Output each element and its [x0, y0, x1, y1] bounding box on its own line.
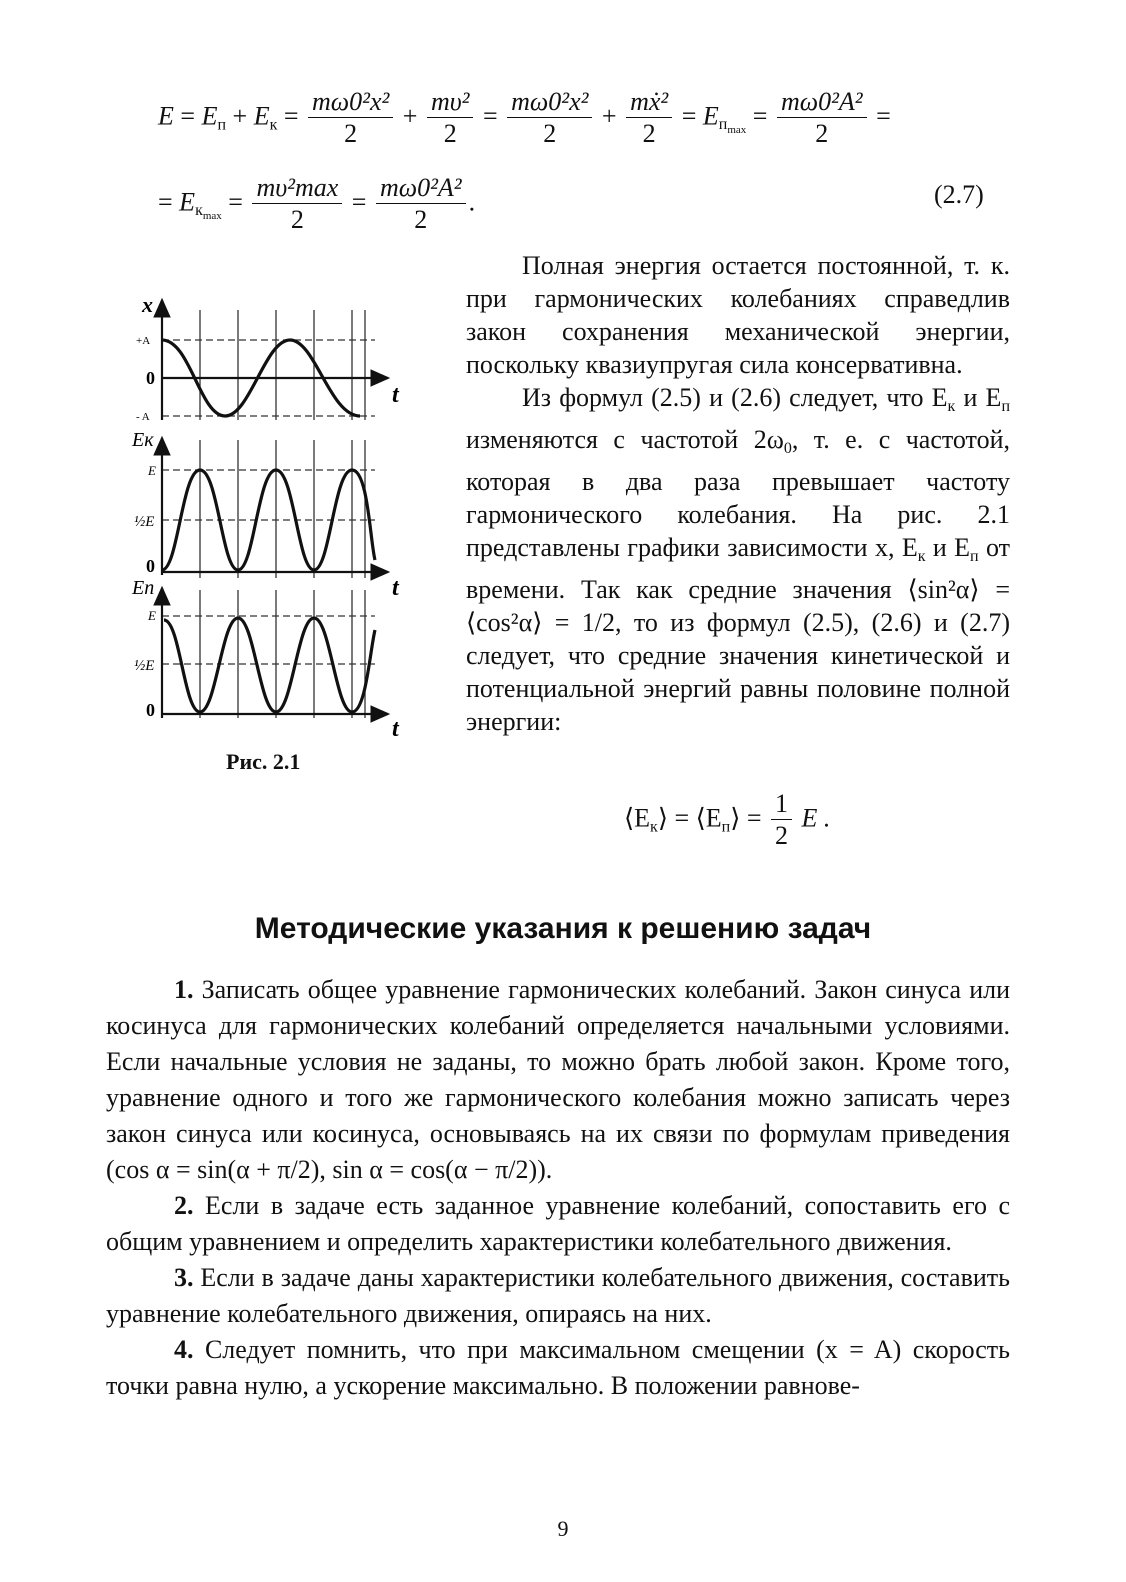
graph-ep-top-label: E	[148, 608, 156, 623]
graph-ek-zero-label: 0	[146, 556, 155, 576]
average-energy-equation: $⟨E_к⟩$ = $⟨E_п⟩$ = $\frac{1}{2}$ E .	[624, 788, 830, 853]
equation-line-1: $E = E_п + E_к$ = $\frac{\text{mω0²x²}}{2}$ + $\frac{\text{mυ²}}{2}$ = $\frac{\text{mω0²x²}}{2}$ + $\frac{\text{mẋ²}}{2}$ = $E_{п_{max}}$ = $\frac{\text{mω0²A²}}{2}$ =	[158, 86, 891, 151]
fraction: $\frac{1}{2}$	[771, 788, 792, 853]
graph-ep-zero-label: 0	[146, 700, 155, 720]
graph-ep-t-label: t	[392, 716, 399, 740]
fraction: $\frac{\text{mω0²x²}}{2}$	[507, 86, 592, 151]
graph-ep-axis-label: Eп	[132, 577, 155, 599]
graph-x-plus-label: +A	[136, 335, 151, 347]
equation-number: (2.7)	[934, 180, 984, 209]
fraction: $\frac{\text{mυ²max}}{2}$	[252, 172, 342, 237]
step-item: 4. Следует помнить, что при максимальном смещении (x = A) скорость точки равна нулю, а ускорение максимально. В положении равнове-	[106, 1335, 1010, 1400]
graph-ep	[131, 577, 400, 740]
fraction: $\frac{\text{mẋ²}}{2}$	[626, 86, 672, 151]
graph-x-minus-label: - A	[136, 411, 150, 423]
step-item: 2. Если в задаче есть заданное уравнение колебаний, сопоставить его с общим уравнением и определить характеристики колебательного движения.	[106, 1191, 1010, 1256]
equation-line-2: = $E_{к_{max}}$ = $\frac{\text{mυ²max}}{2}$ = $\frac{\text{mω0²A²}}{2}$ .	[158, 172, 475, 237]
step-item: 1. Записать общее уравнение гармонических колебаний. Закон синуса или косинуса для гармонических колебаний определяется начальными условиями. Если начальные условия не заданы, то можно брать любой закон. Кроме того, уравнение одного и того же гармонического колебания можно записать через закон синуса или косинуса, основываясь на их связи по формулам приведения (cos α = sin(α + π/2), sin α = cos(α − π/2)).	[106, 975, 1010, 1184]
figure-2-1	[120, 290, 420, 745]
figure-caption: Рис. 2.1	[226, 749, 301, 774]
fraction: $\frac{\text{mω0²x²}}{2}$	[308, 86, 393, 151]
graph-ek-half-label: ½E	[134, 514, 155, 530]
section-title: Методические указания к решению задач	[254, 912, 872, 945]
graph-ek	[131, 429, 400, 601]
right-column-text	[466, 249, 1010, 738]
page-number: 9	[557, 1516, 569, 1541]
paragraph-frequency: Из формул (2.5) и (2.6) следует, что $E_к$ и $E_п$ изменяются с частотой $2\omega_0$, т. е. с частотой, которая в два раза превышает частоту гармонического колебания. На рис. 2.1 представлены графики зависимости x, $E_к$ и $E_п$ от времени. Так как средние значения ⟨sin²α⟩ = ⟨cos²α⟩ = 1/2, то из формул (2.5), (2.6) и (2.7) следует, что средние значения кинетической и потенциальной энергий равны половине полной энергии:	[466, 383, 1011, 736]
graph-ek-axis-label: Eк	[132, 429, 154, 451]
oscillation-graphs	[120, 290, 420, 740]
graph-x-axis-label: x	[142, 292, 153, 317]
graph-ek-top-label: E	[148, 463, 156, 478]
graph-x-t-label: t	[392, 382, 399, 408]
graph-x	[136, 292, 400, 423]
graph-ek-t-label: t	[392, 575, 399, 601]
fraction: $\frac{\text{mυ²}}{2}$	[427, 86, 474, 151]
graph-x-zero-label: 0	[146, 368, 155, 388]
step-item: 3. Если в задаче даны характеристики колебательного движения, составить уравнение колебательного движения, опираясь на них.	[106, 1263, 1010, 1328]
fraction: $\frac{\text{mω0²A²}}{2}$	[376, 172, 466, 237]
graph-ep-half-label: ½E	[134, 658, 155, 674]
fraction: $\frac{\text{mω0²A²}}{2}$	[777, 86, 867, 151]
paragraph-energy-constant: Полная энергия остается постоянной, т. к. при гармонических колебаниях справедлив закон сохранения механической энергии, поскольку квазиупругая сила консервативна.	[466, 251, 1010, 379]
method-steps	[106, 972, 1010, 1404]
